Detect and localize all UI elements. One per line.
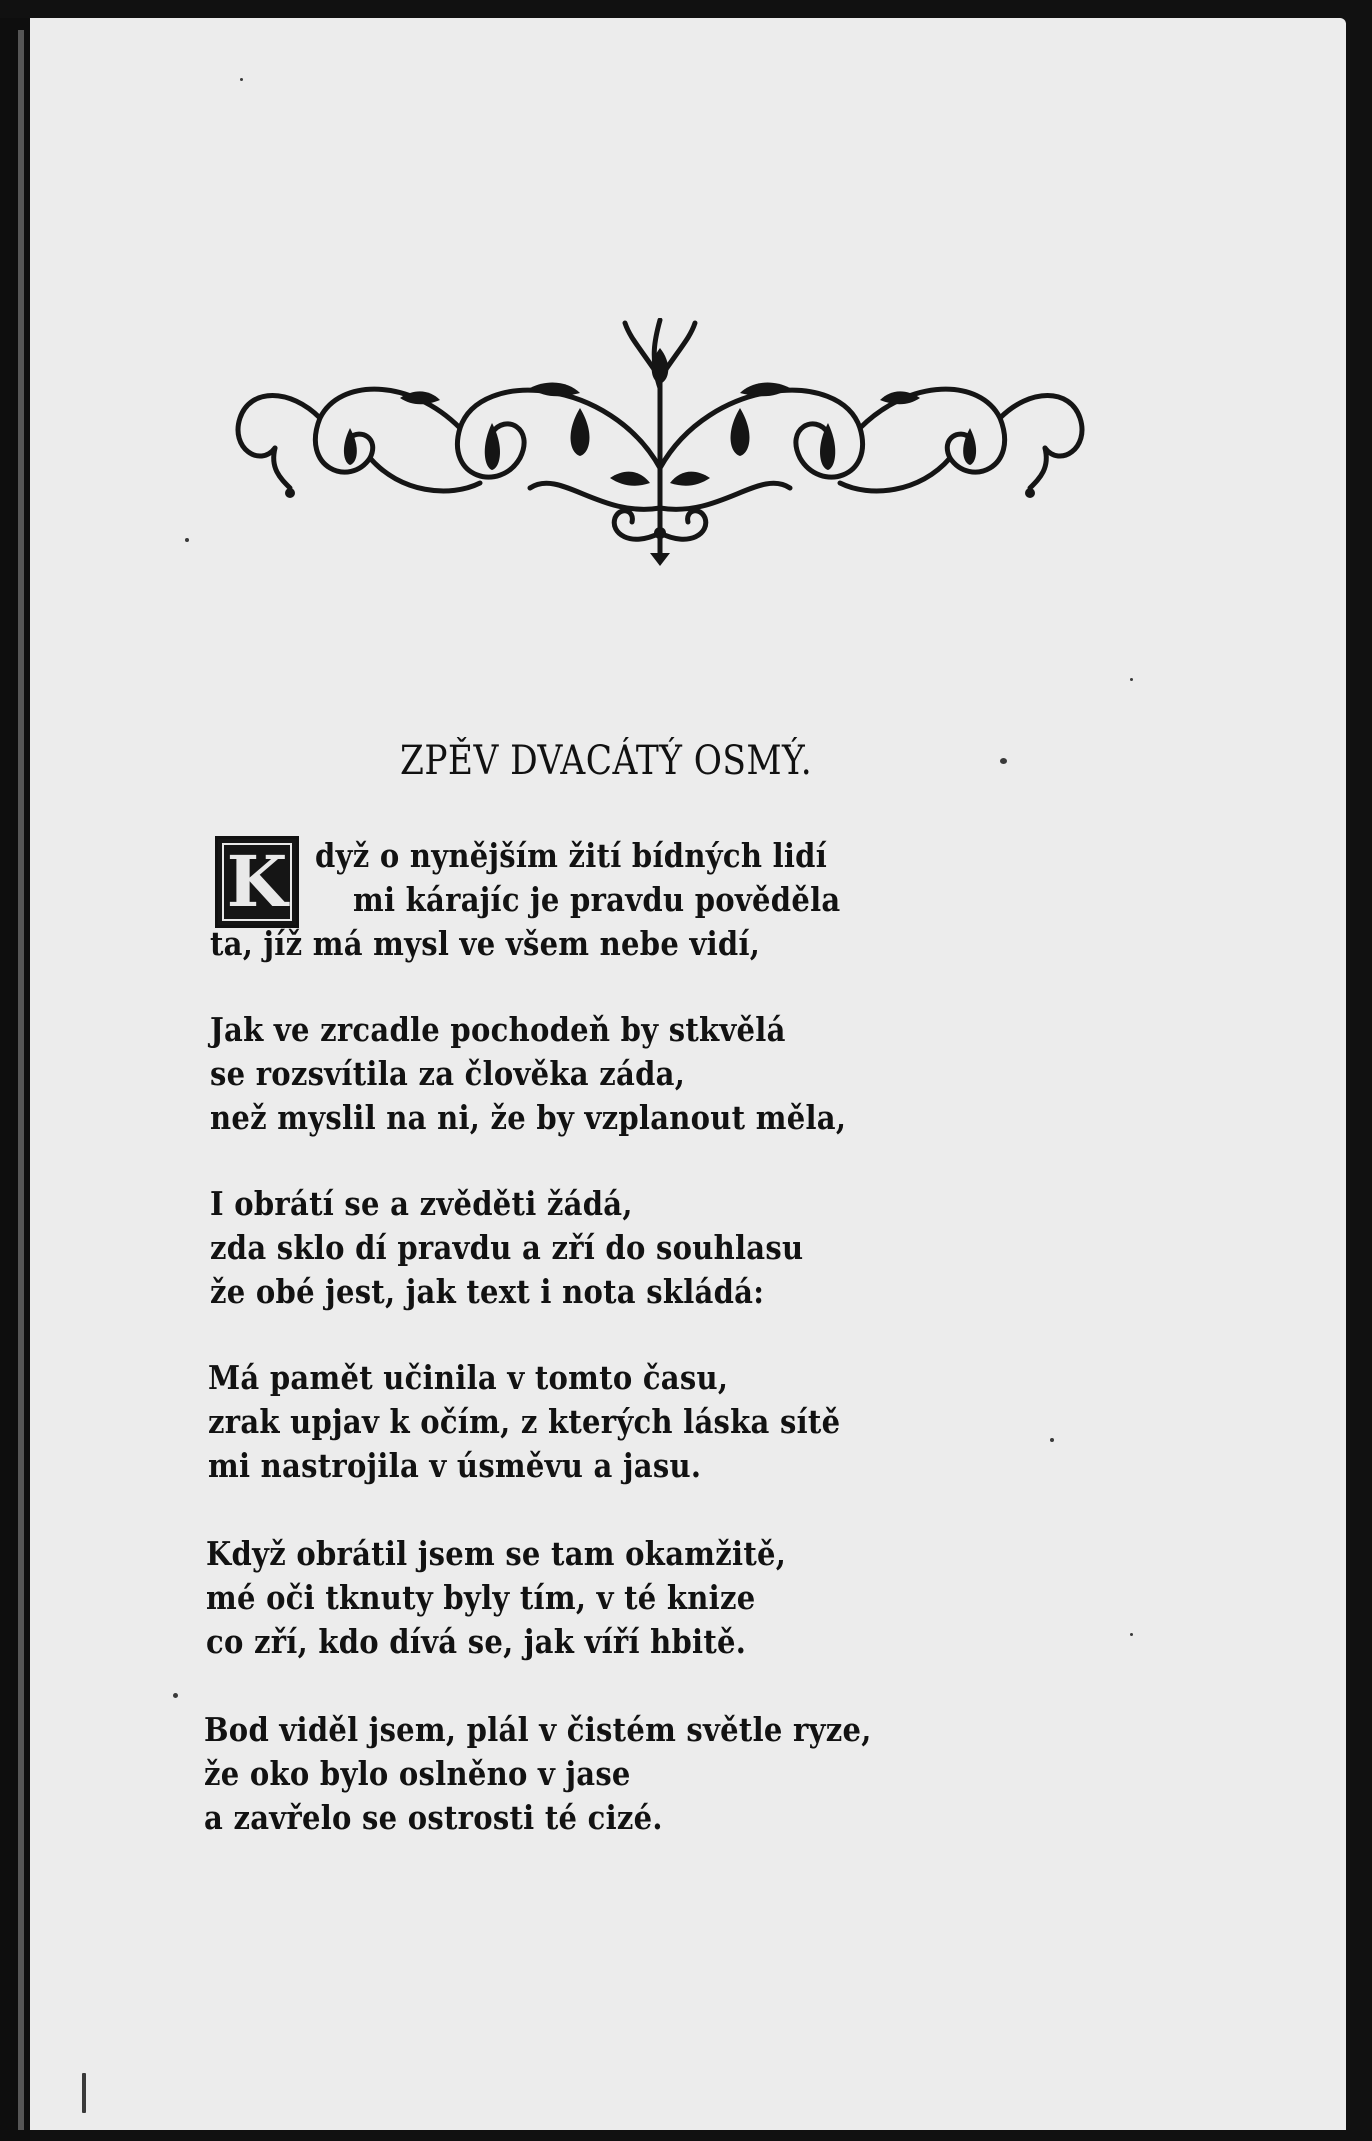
book-page [30, 18, 1346, 2130]
poem-line: co zří, kdo dívá se, jak víří hbitě. [206, 1622, 747, 1661]
chapter-title: ZPĚV DVACÁTÝ OSMÝ. [400, 738, 813, 784]
poem-line: a zavřelo se ostrosti té cizé. [204, 1798, 663, 1837]
paper-speck [240, 78, 243, 81]
poem-line: se rozsvítila za člověka záda, [210, 1054, 686, 1093]
poem-line: I obrátí se a zvěděti žádá, [210, 1184, 633, 1223]
paper-speck [185, 538, 189, 542]
poem-line: dyž o nynějším žití bídných lidí [315, 836, 828, 875]
poem-line: zda sklo dí pravdu a zří do souhlasu [210, 1228, 804, 1267]
paper-speck [1130, 678, 1133, 681]
poem-line: Když obrátil jsem se tam okamžitě, [206, 1534, 787, 1573]
poem-text [30, 18, 1346, 2130]
poem-line: Bod viděl jsem, plál v čistém světle ryze, [204, 1710, 872, 1749]
paper-speck [1130, 1633, 1133, 1636]
poem-line: že obé jest, jak text i nota skládá: [210, 1272, 765, 1311]
facing-page-edge [18, 30, 24, 2130]
poem-line: mi kárajíc je pravdu pověděla [353, 880, 841, 919]
poem-line: Jak ve zrcadle pochodeň by stkvělá [210, 1010, 786, 1049]
paper-speck [1000, 758, 1007, 764]
poem-line: mi nastrojila v úsměvu a jasu. [208, 1446, 702, 1485]
poem-line: že oko bylo oslněno v jase [204, 1754, 631, 1793]
poem-line: Má pamět učinila v tomto času, [208, 1358, 729, 1397]
poem-line: mé oči tknuty byly tím, v té knize [206, 1578, 756, 1617]
drop-cap-letter: K [222, 843, 292, 921]
paper-speck [173, 1693, 178, 1698]
poem-line: ta, jíž má mysl ve všem nebe vidí, [210, 924, 761, 963]
paper-speck [82, 2073, 86, 2113]
poem-line: než myslil na ni, že by vzplanout měla, [210, 1098, 847, 1137]
page-left-shadow [0, 18, 30, 2141]
paper-speck [1050, 1438, 1054, 1442]
poem-line: zrak upjav k očím, z kterých láska sítě [208, 1402, 841, 1441]
